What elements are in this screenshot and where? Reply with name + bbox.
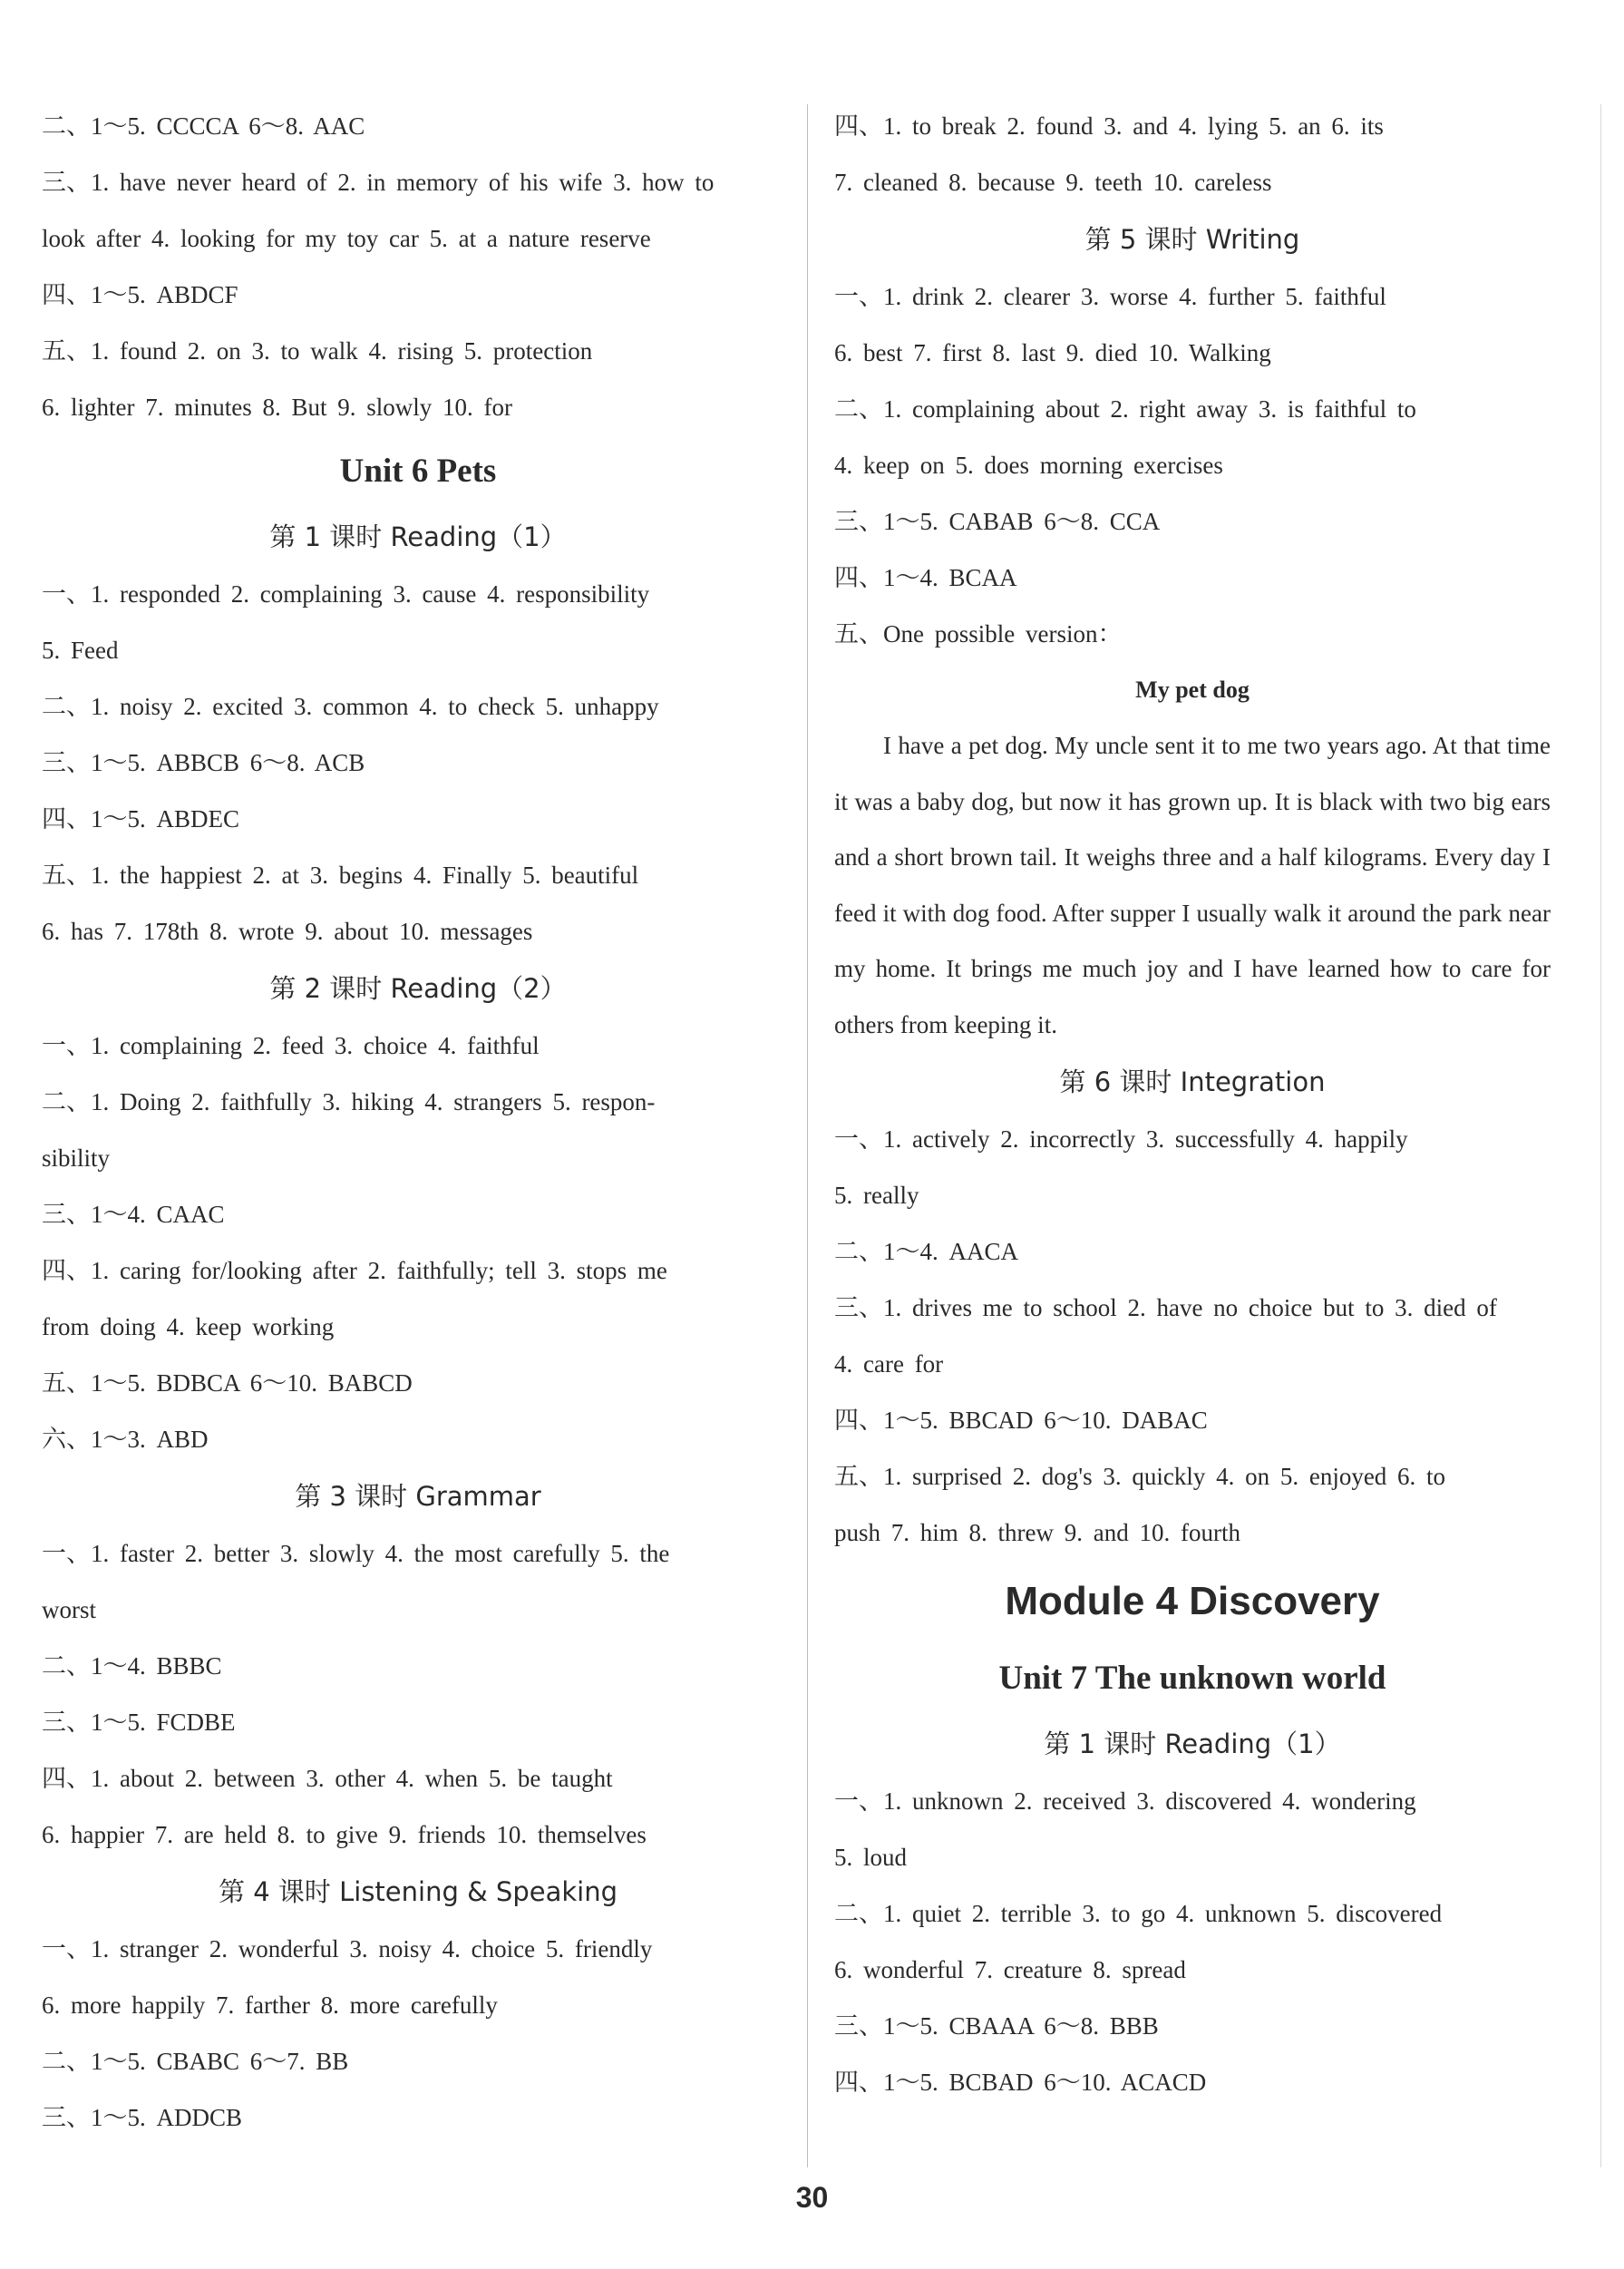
lesson-heading: 第 1 课时 Reading（1） — [1044, 1729, 1341, 1759]
answer-line: 三、1～5. CABAB 6～8. CCA — [834, 508, 1161, 535]
answer-line: 6. happier 7. are held 8. to give 9. friends 10. themselves — [42, 1821, 647, 1848]
answer-line: 四、1. to break 2. found 3. and 4. lying 5. an 6. its — [834, 112, 1384, 140]
answer-line: worst — [42, 1596, 96, 1623]
answer-line: 五、1～5. BDBCA 6～10. BABCD — [42, 1369, 413, 1397]
answer-line: 三、1. drives me to school 2. have no choice but to 3. died of — [834, 1294, 1497, 1321]
answer-line: 5. Feed — [42, 637, 119, 664]
answer-line: from doing 4. keep working — [42, 1313, 335, 1340]
answer-line: 四、1～5. BCBAD 6～10. ACACD — [834, 2069, 1207, 2096]
answer-line: 五、1. surprised 2. dog's 3. quickly 4. on 5. enjoyed 6. to — [834, 1463, 1446, 1490]
answer-line: 一、1. drink 2. clearer 3. worse 4. further 5. faithful — [834, 283, 1386, 310]
lesson-heading: 第 4 课时 Listening & Speaking — [219, 1876, 618, 1907]
answer-line: 四、1～5. ABDEC — [42, 805, 240, 833]
answer-line: 4. care for — [834, 1350, 944, 1378]
answer-line: 一、1. unknown 2. received 3. discovered 4. wondering — [834, 1787, 1416, 1815]
lesson-heading: 第 6 课时 Integration — [1059, 1066, 1326, 1097]
unit-heading: Unit 6 Pets — [339, 453, 497, 490]
answer-line: 6. lighter 7. minutes 8. But 9. slowly 10. for — [42, 394, 512, 421]
answer-line: 三、1～4. CAAC — [42, 1201, 225, 1228]
answer-line: 四、1. caring for/looking after 2. faithfully; tell 3. stops me — [42, 1257, 667, 1284]
left-column — [42, 98, 794, 2146]
answer-line: 二、1～4. BBBC — [42, 1652, 222, 1680]
module-heading: Module 4 Discovery — [1005, 1579, 1380, 1623]
answer-line: 三、1～5. FCDBE — [42, 1709, 236, 1736]
answer-line: 三、1. have never heard of 2. in memory of his wife 3. how to — [42, 169, 715, 196]
answer-line: 5. really — [834, 1182, 919, 1209]
answer-line: 四、1～5. ABDCF — [42, 281, 238, 308]
essay-body: I have a pet dog. My uncle sent it to me two years ago. At that time it was a baby dog, but now it has grown up. It is black with two big ears and a short brown tail. It weighs three and a half kilograms. Every day I feed it with dog food. After supper I usually walk it around the park near my home. It brings me much joy and I have learned how to care for others from keeping it. — [834, 732, 1551, 1038]
right-top-section — [834, 98, 1551, 662]
answer-line: 6. has 7. 178th 8. wrote 9. about 10. messages — [42, 918, 533, 945]
answer-line: 6. more happily 7. farther 8. more carefully — [42, 1991, 498, 2019]
answer-line: sibility — [42, 1144, 111, 1172]
answer-line: 六、1～3. ABD — [42, 1426, 209, 1453]
answer-line: look after 4. looking for my toy car 5. at a nature reserve — [42, 225, 651, 252]
answer-line: 二、1. complaining about 2. right away 3. is faithful to — [834, 395, 1416, 423]
lesson-heading: 第 3 课时 Grammar — [295, 1481, 541, 1512]
answer-line: 二、1～5. CBABC 6～7. BB — [42, 2048, 349, 2075]
right-bottom-section — [834, 1053, 1551, 2110]
answer-line: 一、1. complaining 2. feed 3. choice 4. faithful — [42, 1032, 540, 1059]
answer-line: 三、1～5. ADDCB — [42, 2104, 243, 2131]
answer-line: 四、1. about 2. between 3. other 4. when 5. be taught — [42, 1765, 613, 1792]
answer-line: 一、1. stranger 2. wonderful 3. noisy 4. choice 5. friendly — [42, 1935, 653, 1962]
answer-line: 7. cleaned 8. because 9. teeth 10. careless — [834, 169, 1272, 196]
right-edge-rule — [1600, 104, 1601, 2167]
essay — [834, 662, 1551, 1053]
answer-line: 一、1. responded 2. complaining 3. cause 4. responsibility — [42, 580, 650, 608]
answer-line: 三、1～5. ABBCB 6～8. ACB — [42, 749, 365, 776]
answer-line: 二、1. quiet 2. terrible 3. to go 4. unknown 5. discovered — [834, 1900, 1443, 1927]
lesson-heading: 第 5 课时 Writing — [1084, 224, 1300, 255]
answer-line: 一、1. actively 2. incorrectly 3. successfully 4. happily — [834, 1125, 1408, 1153]
answer-line: 五、1. found 2. on 3. to walk 4. rising 5. protection — [42, 337, 593, 365]
essay-title: My pet dog — [1135, 677, 1250, 703]
answer-line: 5. loud — [834, 1844, 908, 1871]
answer-line: 四、1～4. BCAA — [834, 564, 1017, 591]
answer-line: 二、1. noisy 2. excited 3. common 4. to check 5. unhappy — [42, 693, 659, 720]
answer-line: 一、1. faster 2. better 3. slowly 4. the most carefully 5. the — [42, 1540, 670, 1567]
answer-line: 6. best 7. first 8. last 9. died 10. Walking — [834, 339, 1271, 366]
answer-line: 四、1～5. BBCAD 6～10. DABAC — [834, 1407, 1208, 1434]
page-number: 30 — [795, 2181, 829, 2214]
answer-line: 三、1～5. CBAAA 6～8. BBB — [834, 2012, 1159, 2040]
lesson-heading: 第 2 课时 Reading（2） — [269, 973, 567, 1004]
unit-heading: Unit 7 The unknown world — [998, 1660, 1386, 1697]
answer-line: 二、1. Doing 2. faithfully 3. hiking 4. strangers 5. respon- — [42, 1088, 656, 1115]
lesson-heading: 第 1 课时 Reading（1） — [269, 521, 567, 552]
right-column — [834, 98, 1551, 2110]
answer-line: 二、1～5. CCCCA 6～8. AAC — [42, 112, 365, 140]
column-divider — [807, 104, 808, 2167]
answer-line: 五、1. the happiest 2. at 3. begins 4. Finally 5. beautiful — [42, 862, 639, 889]
answer-line: 4. keep on 5. does morning exercises — [834, 452, 1223, 479]
answer-line: 6. wonderful 7. creature 8. spread — [834, 1956, 1186, 1983]
answer-line: push 7. him 8. threw 9. and 10. fourth — [834, 1519, 1240, 1546]
answer-line: 五、One possible version： — [834, 620, 1123, 648]
answer-line: 二、1～4. AACA — [834, 1238, 1019, 1265]
